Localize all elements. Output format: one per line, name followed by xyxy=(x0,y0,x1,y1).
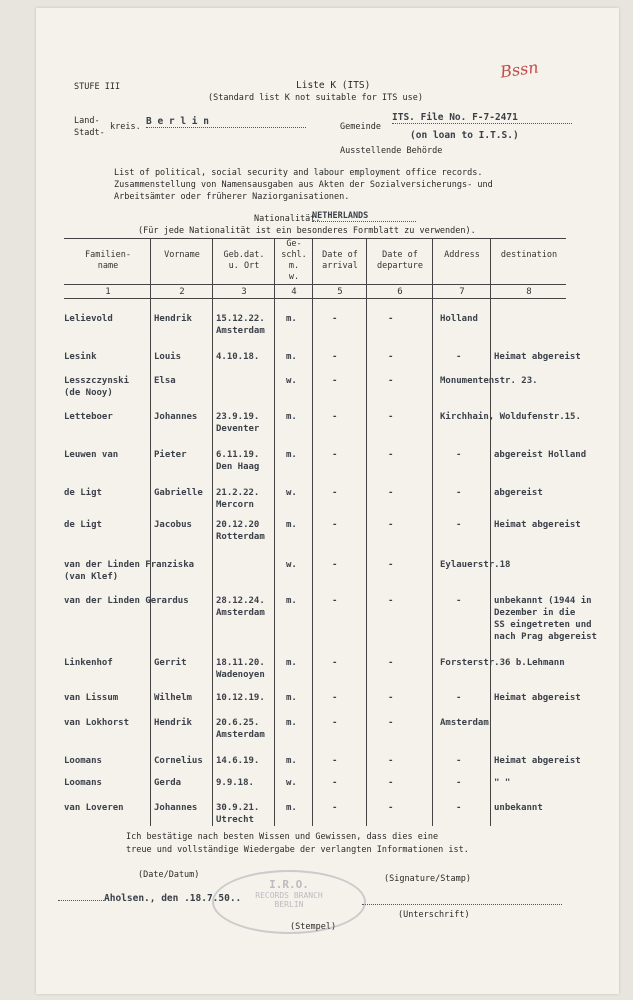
cell-sex: m. xyxy=(286,520,297,530)
cell-departure: - xyxy=(388,596,394,606)
cell-birth-place: Den Haag xyxy=(216,462,260,472)
cell-birth-place: Amsterdam xyxy=(216,608,265,618)
cell-arrival: - xyxy=(332,376,338,386)
cell-departure: - xyxy=(388,803,394,813)
description-line2: Zusammenstellung von Namensausgaben aus Akten der Sozialversicherungs- und xyxy=(114,180,493,190)
cell-sex: m. xyxy=(286,803,297,813)
cell-destination: Heimat abgereist xyxy=(494,756,581,766)
cell-sex: w. xyxy=(286,488,297,498)
cell-address: - xyxy=(456,803,462,813)
cell-sex: w. xyxy=(286,376,297,386)
cell-birth-place: Wadenoyen xyxy=(216,670,265,680)
column-number: 6 xyxy=(397,287,403,297)
signature-label: (Signature/Stamp) xyxy=(384,874,471,884)
cell-sex: m. xyxy=(286,596,297,606)
cell-destination: abgereist xyxy=(494,488,543,498)
cell-birth-place: Amsterdam xyxy=(216,730,265,740)
cell-birth-date: 14.6.19. xyxy=(216,756,260,766)
cell-destination: unbekannt (1944 in xyxy=(494,596,592,606)
iro-stamp xyxy=(212,870,366,934)
column-header: Date of departure xyxy=(376,250,424,271)
col-divider xyxy=(212,238,213,826)
cell-family-name-extra: (de Nooy) xyxy=(64,388,113,398)
cell-destination-extra: nach Prag abgereist xyxy=(494,632,597,642)
stadt-label: Stadt- xyxy=(74,128,105,138)
stamp-bottom-text: BERLIN xyxy=(274,900,304,909)
cell-arrival: - xyxy=(332,756,338,766)
cell-first-name: Gabrielle xyxy=(154,488,203,498)
cell-birth-place: Utrecht xyxy=(216,815,254,825)
cell-family-name: Lesszczynski xyxy=(64,376,130,386)
cell-birth-date: 20.6.25. xyxy=(216,718,260,728)
cell-departure: - xyxy=(388,352,394,362)
cell-family-name: Loomans xyxy=(64,778,102,788)
cell-address: - xyxy=(456,450,462,460)
col-divider xyxy=(366,238,367,826)
col-divider xyxy=(490,238,491,826)
description-line1: List of political, social security and labour employment office records. xyxy=(114,168,483,178)
cell-sex: m. xyxy=(286,314,297,324)
cell-first-name: Louis xyxy=(154,352,182,362)
cell-sex: m. xyxy=(286,412,297,422)
cell-family-name: van der Linden Gerardus xyxy=(64,596,189,606)
cell-address: - xyxy=(456,778,462,788)
cell-departure: - xyxy=(388,778,394,788)
cell-birth-place: Rotterdam xyxy=(216,532,265,542)
column-number: 3 xyxy=(241,287,247,297)
cell-destination: unbekannt xyxy=(494,803,543,813)
file-number: ITS. File No. F-7-2471 xyxy=(392,112,572,124)
cell-address: Holland xyxy=(440,314,478,324)
cell-address: - xyxy=(456,596,462,606)
date-dots xyxy=(58,900,104,901)
cell-departure: - xyxy=(388,488,394,498)
column-header: Ge- schl. m. w. xyxy=(281,239,307,282)
cell-address: Forsterstr.36 b.Lehmann xyxy=(440,658,565,668)
nationality-note: (Für jede Nationalität ist ein besonderes Formblatt zu verwenden). xyxy=(138,226,476,236)
cell-birth-date: 15.12.22. xyxy=(216,314,265,324)
column-header: destination xyxy=(500,250,558,260)
cell-first-name: Johannes xyxy=(154,803,198,813)
cell-birth-place: Deventer xyxy=(216,424,260,434)
cell-first-name: Johannes xyxy=(154,412,198,422)
city-value: B e r l i n xyxy=(146,116,306,128)
cell-arrival: - xyxy=(332,560,338,570)
col-divider xyxy=(312,238,313,826)
cell-departure: - xyxy=(388,376,394,386)
column-header: Familien- name xyxy=(84,250,132,271)
cell-destination: Heimat abgereist xyxy=(494,693,581,703)
cell-departure: - xyxy=(388,560,394,570)
cell-address: Kirchhain, Woldufenstr.15. xyxy=(440,412,581,422)
cell-address: - xyxy=(456,693,462,703)
column-number: 8 xyxy=(526,287,532,297)
cell-address: Amsterdam xyxy=(440,718,489,728)
cell-family-name: Leuwen van xyxy=(64,450,119,460)
cell-arrival: - xyxy=(332,718,338,728)
cell-address: - xyxy=(456,520,462,530)
confirmation-line1: Ich bestätige nach besten Wissen und Gewissen, dass dies eine xyxy=(126,832,439,842)
cell-birth-date: 23.9.19. xyxy=(216,412,260,422)
cell-sex: m. xyxy=(286,658,297,668)
handwritten-mark: Bssn xyxy=(498,57,540,82)
cell-departure: - xyxy=(388,314,394,324)
cell-arrival: - xyxy=(332,596,338,606)
cell-sex: w. xyxy=(286,560,297,570)
cell-arrival: - xyxy=(332,693,338,703)
cell-first-name: Wilhelm xyxy=(154,693,192,703)
cell-arrival: - xyxy=(332,314,338,324)
cell-address: - xyxy=(456,352,462,362)
cell-first-name: Cornelius xyxy=(154,756,203,766)
stufe-label: STUFE III xyxy=(74,82,121,92)
cell-arrival: - xyxy=(332,803,338,813)
unterschrift-label: (Unterschrift) xyxy=(398,910,470,920)
column-header: Address xyxy=(444,250,480,260)
cell-departure: - xyxy=(388,693,394,703)
signature-dots xyxy=(362,904,562,905)
confirmation-line2: treue und vollständige Wiedergabe der verlangten Informationen ist. xyxy=(126,845,469,855)
cell-sex: m. xyxy=(286,756,297,766)
cell-address: - xyxy=(456,488,462,498)
nationality-label: Nationalität. xyxy=(254,214,321,224)
column-header: Vorname xyxy=(164,250,200,260)
nationality-value: NETHERLANDS xyxy=(312,211,416,222)
liste-title: Liste K (ITS) xyxy=(296,80,371,91)
col-divider xyxy=(150,238,151,826)
cell-birth-date: 30.9.21. xyxy=(216,803,260,813)
cell-arrival: - xyxy=(332,450,338,460)
cell-destination: Heimat abgereist xyxy=(494,520,581,530)
cell-family-name: Lelievold xyxy=(64,314,113,324)
column-number: 5 xyxy=(337,287,343,297)
stempel-label: (Stempel) xyxy=(290,922,337,932)
description-line3: Arbeitsämter oder früherer Naziorganisationen. xyxy=(114,192,350,202)
cell-departure: - xyxy=(388,520,394,530)
cell-first-name: Pieter xyxy=(154,450,187,460)
liste-subtitle: (Standard list K not suitable for ITS use) xyxy=(208,93,423,103)
stamp-mid-text: RECORDS BRANCH xyxy=(255,891,323,900)
column-number: 2 xyxy=(179,287,185,297)
cell-birth-date: 21.2.22. xyxy=(216,488,260,498)
cell-first-name: Jacobus xyxy=(154,520,192,530)
cell-first-name: Gerda xyxy=(154,778,182,788)
cell-address: - xyxy=(456,756,462,766)
cell-departure: - xyxy=(388,412,394,422)
cell-family-name: van Loveren xyxy=(64,803,124,813)
cell-arrival: - xyxy=(332,412,338,422)
cell-birth-date: 18.11.20. xyxy=(216,658,265,668)
cell-family-name: de Ligt xyxy=(64,520,102,530)
cell-departure: - xyxy=(388,718,394,728)
cell-family-name: van Lokhorst xyxy=(64,718,130,728)
cell-birth-date: 20.12.20 xyxy=(216,520,260,530)
cell-sex: m. xyxy=(286,450,297,460)
cell-family-name: van Lissum xyxy=(64,693,119,703)
cell-family-name: Loomans xyxy=(64,756,102,766)
cell-sex: m. xyxy=(286,693,297,703)
date-label: (Date/Datum) xyxy=(138,870,200,880)
cell-arrival: - xyxy=(332,488,338,498)
column-number: 1 xyxy=(105,287,111,297)
cell-birth-date: 9.9.18. xyxy=(216,778,254,788)
cell-first-name: Gerrit xyxy=(154,658,187,668)
behoerde-label: Ausstellende Behörde xyxy=(340,146,443,156)
cell-arrival: - xyxy=(332,352,338,362)
col-divider xyxy=(274,238,275,826)
cell-birth-date: 28.12.24. xyxy=(216,596,265,606)
cell-family-name-extra: (van Klef) xyxy=(64,572,119,582)
col-divider xyxy=(432,238,433,826)
column-header: Date of arrival xyxy=(322,250,358,271)
land-label: Land- xyxy=(74,116,100,126)
cell-family-name: Lesink xyxy=(64,352,97,362)
cell-destination: abgereist Holland xyxy=(494,450,587,460)
cell-birth-place: Amsterdam xyxy=(216,326,265,336)
cell-departure: - xyxy=(388,756,394,766)
cell-arrival: - xyxy=(332,658,338,668)
cell-first-name: Hendrik xyxy=(154,314,192,324)
cell-birth-date: 6.11.19. xyxy=(216,450,260,460)
cell-address: Eylauerstr.18 xyxy=(440,560,511,570)
cell-sex: w. xyxy=(286,778,297,788)
cell-birth-date: 4.10.18. xyxy=(216,352,260,362)
cell-family-name: Linkenhof xyxy=(64,658,113,668)
cell-birth-date: 10.12.19. xyxy=(216,693,265,703)
cell-address: Monumentenstr. 23. xyxy=(440,376,538,386)
column-number: 7 xyxy=(459,287,465,297)
gemeinde-label: Gemeinde xyxy=(340,122,381,132)
cell-destination: Heimat abgereist xyxy=(494,352,581,362)
on-loan-note: (on loan to I.T.S.) xyxy=(410,130,519,141)
place-date: Aholsen., den .18.7.50.. xyxy=(104,893,242,904)
cell-first-name: Hendrik xyxy=(154,718,192,728)
cell-departure: - xyxy=(388,450,394,460)
cell-family-name: de Ligt xyxy=(64,488,102,498)
cell-arrival: - xyxy=(332,520,338,530)
cell-destination-extra: Dezember in die xyxy=(494,608,576,618)
cell-arrival: - xyxy=(332,778,338,788)
column-header: Geb.dat. u. Ort xyxy=(223,250,265,271)
cell-birth-place: Mercorn xyxy=(216,500,254,510)
kreis-label: kreis. xyxy=(110,122,141,132)
cell-departure: - xyxy=(388,658,394,668)
cell-destination-extra: SS eingetreten und xyxy=(494,620,592,630)
stamp-top-text: I.R.O. xyxy=(269,878,309,891)
cell-sex: m. xyxy=(286,718,297,728)
cell-sex: m. xyxy=(286,352,297,362)
cell-first-name: Elsa xyxy=(154,376,176,386)
cell-family-name: Letteboer xyxy=(64,412,113,422)
cell-destination: " " xyxy=(494,778,511,788)
column-number: 4 xyxy=(291,287,297,297)
cell-family-name: van der Linden Franziska xyxy=(64,560,195,570)
